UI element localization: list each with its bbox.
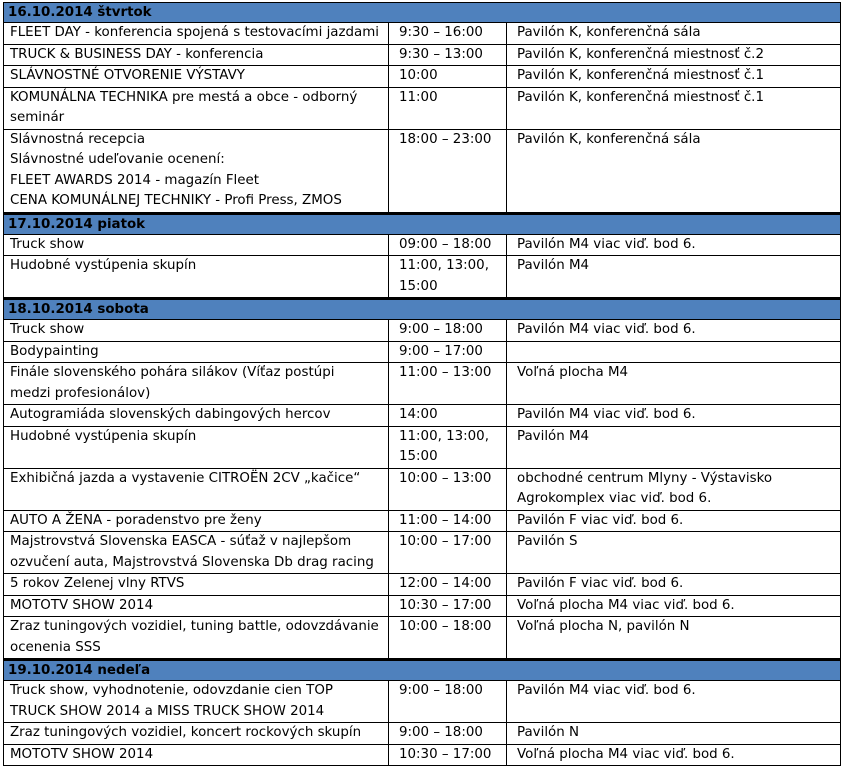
place-cell	[507, 510, 841, 532]
time-line: 10:00 – 13:00	[399, 470, 492, 486]
time-line: 12:00 – 14:00	[399, 576, 492, 591]
time-cell	[389, 405, 507, 427]
place-line: Pavilón K, konferenčná miestnosť č.2	[517, 46, 764, 62]
time-line: 9:00 – 17:00	[399, 343, 483, 359]
table-row	[4, 510, 841, 532]
place-line: Pavilón M4 viac viď. bod 6.	[517, 236, 696, 252]
time-line: 10:30 – 17:00	[399, 746, 492, 762]
time-cell	[389, 426, 507, 468]
event-cell	[4, 617, 389, 660]
day-header-row	[4, 299, 841, 320]
event-cell	[4, 320, 389, 342]
time-cell	[389, 532, 507, 574]
time-line: 11:00 – 14:00	[399, 512, 492, 528]
time-line: 9:30 – 13:00	[399, 46, 483, 62]
place-line: Pavilón K, konferenčná sála	[517, 25, 701, 40]
place-line: Pavilón M4	[517, 258, 590, 273]
time-line: 9:30 – 16:00	[399, 25, 483, 40]
event-line: Bodypainting	[10, 343, 99, 359]
table-row	[4, 681, 841, 723]
event-line: seminár	[10, 110, 65, 125]
table-row	[4, 574, 841, 596]
place-cell	[507, 426, 841, 468]
event-cell	[4, 510, 389, 532]
table-row	[4, 44, 841, 66]
event-cell	[4, 723, 389, 745]
event-cell	[4, 468, 389, 510]
table-row	[4, 320, 841, 342]
event-cell	[4, 87, 389, 129]
place-line: Pavilón M4	[517, 428, 590, 444]
event-line: Truck show	[10, 236, 85, 252]
table-row	[4, 468, 841, 510]
event-cell	[4, 23, 389, 45]
day-header: 19.10.2014 nedeľa	[4, 660, 841, 681]
place-line: Pavilón S	[517, 534, 578, 549]
event-cell	[4, 44, 389, 66]
event-line: AUTO A ŽENA - poradenstvo pre ženy	[10, 512, 262, 528]
event-line: KOMUNÁLNA TECHNIKA pre mestá a obce - odborný	[10, 89, 358, 105]
place-line: Pavilón M4 viac viď. bod 6.	[517, 683, 696, 698]
event-line: Truck show, vyhodnotenie, odovzdanie cien TOP	[10, 683, 333, 698]
event-line: 5 rokov Zelenej vlny RTVS	[10, 576, 185, 591]
schedule-table	[3, 2, 841, 766]
time-cell	[389, 234, 507, 256]
time-cell	[389, 510, 507, 532]
place-cell	[507, 468, 841, 510]
event-line: TRUCK & BUSINESS DAY - konferencia	[10, 46, 264, 62]
time-cell	[389, 595, 507, 617]
time-cell	[389, 574, 507, 596]
table-row	[4, 617, 841, 660]
place-line: Pavilón M4 viac viď. bod 6.	[517, 322, 696, 337]
event-line: Zraz tuningových vozidiel, tuning battle, odovzdávanie	[10, 619, 379, 634]
time-cell	[389, 66, 507, 88]
place-line: obchodné centrum Mlyny - Výstavisko	[517, 470, 773, 486]
place-cell	[507, 363, 841, 405]
day-header-row	[4, 660, 841, 681]
event-line: medzi profesionálov)	[10, 385, 151, 401]
event-cell	[4, 129, 389, 213]
place-line: Pavilón F viac viď. bod 6.	[517, 512, 684, 528]
event-line: MOTOTV SHOW 2014	[10, 746, 154, 762]
event-line: FLEET DAY - konferencia spojená s testovacími jazdami	[10, 25, 380, 40]
event-line: Zraz tuningových vozidiel, koncert rockových skupín	[10, 725, 362, 740]
time-line: 11:00, 13:00,	[399, 258, 489, 273]
event-line: Hudobné vystúpenia skupín	[10, 258, 197, 273]
day-header: 17.10.2014 piatok	[4, 213, 841, 234]
place-line: Voľná plocha M4 viac viď. bod 6.	[517, 597, 735, 613]
place-line: Voľná plocha N, pavilón N	[517, 619, 690, 634]
time-cell	[389, 723, 507, 745]
time-line: 10:00 – 17:00	[399, 534, 492, 549]
event-cell	[4, 66, 389, 88]
place-cell	[507, 723, 841, 745]
time-line: 15:00	[399, 278, 438, 294]
event-cell	[4, 405, 389, 427]
time-cell	[389, 363, 507, 405]
event-line: ozvučení auta, Majstrovstvá Slovenska Db drag racing	[10, 554, 374, 570]
table-row	[4, 532, 841, 574]
event-line: FLEET AWARDS 2014 - magazín Fleet	[10, 172, 260, 188]
day-header: 16.10.2014 štvrtok	[4, 3, 841, 23]
table-row	[4, 129, 841, 213]
time-cell	[389, 468, 507, 510]
place-line	[517, 342, 840, 363]
event-cell	[4, 256, 389, 299]
table-row	[4, 723, 841, 745]
table-row	[4, 66, 841, 88]
day-header-row	[4, 213, 841, 234]
time-cell	[389, 744, 507, 766]
place-line: Voľná plocha M4 viac viď. bod 6.	[517, 746, 735, 762]
event-cell	[4, 363, 389, 405]
time-line: 9:00 – 18:00	[399, 322, 483, 337]
event-line: Truck show	[10, 322, 85, 337]
event-line: Slávnostné udeľovanie ocenení:	[10, 152, 225, 167]
time-line: 11:00	[399, 89, 438, 105]
event-line: ocenenia SSS	[10, 639, 101, 655]
time-line: 10:00	[399, 68, 438, 83]
time-cell	[389, 681, 507, 723]
time-line: 11:00 – 13:00	[399, 365, 492, 380]
time-cell	[389, 256, 507, 299]
time-line: 11:00, 13:00,	[399, 428, 489, 444]
event-cell	[4, 341, 389, 363]
place-line: Pavilón M4 viac viď. bod 6.	[517, 407, 696, 422]
event-cell	[4, 574, 389, 596]
place-line: Pavilón K, konferenčná miestnosť č.1	[517, 89, 764, 105]
schedule-body	[4, 3, 841, 766]
event-line: Majstrovstvá Slovenska EASCA - súťaž v najlepšom	[10, 534, 352, 549]
place-cell	[507, 44, 841, 66]
table-row	[4, 341, 841, 363]
time-line: 15:00	[399, 449, 438, 464]
place-line: Pavilón K, konferenčná miestnosť č.1	[517, 68, 764, 83]
place-cell	[507, 66, 841, 88]
place-cell	[507, 341, 841, 363]
time-cell	[389, 341, 507, 363]
event-line: Exhibičná jazda a vystavenie CITROËN 2CV „kačice“	[10, 470, 361, 486]
event-cell	[4, 426, 389, 468]
place-cell	[507, 256, 841, 299]
table-row	[4, 405, 841, 427]
time-line: 14:00	[399, 407, 438, 422]
time-line: 09:00 – 18:00	[399, 236, 492, 252]
event-cell	[4, 595, 389, 617]
place-line: Pavilón F viac viď. bod 6.	[517, 576, 684, 591]
place-cell	[507, 681, 841, 723]
time-cell	[389, 617, 507, 660]
place-cell	[507, 23, 841, 45]
event-line: Slávnostná recepcia	[10, 131, 146, 147]
place-cell	[507, 129, 841, 213]
day-header-row	[4, 3, 841, 23]
table-row	[4, 234, 841, 256]
table-row	[4, 595, 841, 617]
day-header: 18.10.2014 sobota	[4, 299, 841, 320]
event-line: TRUCK SHOW 2014 a MISS TRUCK SHOW 2014	[10, 703, 325, 719]
place-cell	[507, 532, 841, 574]
place-cell	[507, 234, 841, 256]
time-line: 9:00 – 18:00	[399, 683, 483, 698]
place-cell	[507, 617, 841, 660]
table-row	[4, 87, 841, 129]
event-line: SLÁVNOSTNÉ OTVORENIE VÝSTAVY	[10, 68, 245, 83]
event-cell	[4, 234, 389, 256]
event-cell	[4, 744, 389, 766]
place-line: Agrokomplex viac viď. bod 6.	[517, 491, 712, 506]
time-cell	[389, 23, 507, 45]
place-line: Pavilón N	[517, 725, 579, 740]
place-cell	[507, 574, 841, 596]
time-line: 9:00 – 18:00	[399, 725, 483, 740]
time-line: 10:00 – 18:00	[399, 619, 492, 634]
time-cell	[389, 320, 507, 342]
event-cell	[4, 681, 389, 723]
time-cell	[389, 129, 507, 213]
event-line: MOTOTV SHOW 2014	[10, 597, 154, 613]
time-line: 18:00 – 23:00	[399, 131, 492, 147]
place-cell	[507, 87, 841, 129]
event-line: Autogramiáda slovenských dabingových hercov	[10, 407, 331, 422]
event-line: Hudobné vystúpenia skupín	[10, 428, 197, 444]
place-cell	[507, 744, 841, 766]
table-row	[4, 363, 841, 405]
table-row	[4, 23, 841, 45]
time-cell	[389, 44, 507, 66]
event-line: Finále slovenského pohára silákov (Víťaz postúpi	[10, 365, 335, 380]
time-line: 10:30 – 17:00	[399, 597, 492, 613]
table-row	[4, 744, 841, 766]
place-line: Voľná plocha M4	[517, 365, 629, 380]
place-cell	[507, 595, 841, 617]
place-cell	[507, 320, 841, 342]
event-cell	[4, 532, 389, 574]
time-cell	[389, 87, 507, 129]
place-line: Pavilón K, konferenčná sála	[517, 131, 701, 147]
place-cell	[507, 405, 841, 427]
event-line: CENA KOMUNÁLNEJ TECHNIKY - Profi Press, ZMOS	[10, 193, 342, 208]
table-row	[4, 256, 841, 299]
table-row	[4, 426, 841, 468]
